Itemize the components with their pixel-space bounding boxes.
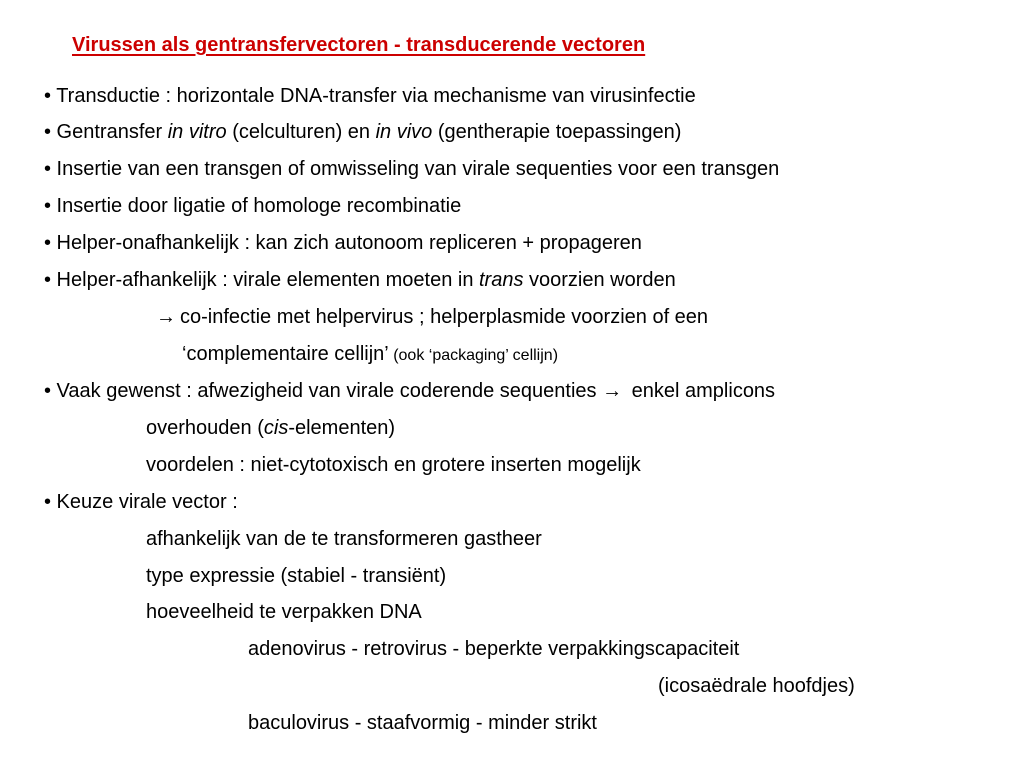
sub-type-expressie [146,564,446,588]
bullet-text: • Insertie van een transgen of omwisseling van virale sequenties voor een transgen [44,158,780,180]
bullet-transductie [44,84,696,108]
subsub-icosaedrale [658,674,855,698]
sub-voordelen [146,453,641,477]
bullet-text: • Insertie door ligatie of homologe recombinatie [44,195,462,217]
bullet-vaak-gewenst [44,379,775,403]
italic-term: in vitro [167,121,227,143]
bullet-text-part: • Gentransfer [44,121,168,143]
sub-text-part: -elementen) [288,417,396,439]
subsub-text: (icosaëdrale hoofdjes) [658,675,855,697]
sub-text: ‘complementaire cellijn’ [182,343,389,365]
arrow-right-icon: → [602,380,623,402]
bullet-keuze-virale-vector [44,490,238,514]
sub-overhouden [146,416,395,440]
bullet-text-part: (celculturen) en [226,121,376,143]
sub-text: type expressie (stabiel - transiënt) [146,565,447,587]
bullet-text-part: voorzien worden [523,269,676,291]
sub-text-part: overhouden ( [146,417,264,439]
subsub-text: adenovirus - retrovirus - beperkte verpakkingscapaciteit [248,638,740,660]
italic-term: in vivo [375,121,433,143]
bullet-text-part: • Helper-afhankelijk : virale elementen moeten in [44,269,479,291]
bullet-helper-onafhankelijk [44,231,642,255]
sub-coinfectie [156,305,708,329]
italic-term: trans [479,269,524,291]
sub-text: hoeveelheid te verpakken DNA [146,601,422,623]
bullet-text-part: • Vaak gewenst : afwezigheid van virale coderende sequenties [44,380,603,402]
sub-text: afhankelijk van de te transformeren gastheer [146,528,542,550]
bullet-text-part: (gentherapie toepassingen) [432,121,682,143]
sub-afhankelijk-gastheer [146,527,542,551]
subsub-baculovirus [248,711,597,735]
sub-complementaire-cellijn [182,342,558,368]
bullet-text: • Transductie : horizontale DNA-transfer via mechanisme van virusinfectie [44,85,696,107]
subsub-adenovirus [248,637,739,661]
sub-text: co-infectie met helpervirus ; helperplasmide voorzien of een [180,306,709,328]
bullet-gentransfer [44,120,681,144]
slide-title: Virussen als gentransfervectoren - transducerende vectoren [72,34,646,56]
sub-note: (ook ‘packaging’ cellijn) [388,347,559,364]
bullet-text: • Keuze virale vector : [44,491,238,513]
subsub-text: baculovirus - staafvormig - minder strikt [248,712,597,734]
sub-hoeveelheid-dna [146,600,422,624]
sub-text: voordelen : niet-cytotoxisch en grotere inserten mogelijk [146,454,641,476]
bullet-text: • Helper-onafhankelijk : kan zich autonoom repliceren + propageren [44,232,642,254]
bullet-insertie-ligatie [44,194,461,218]
bullet-text-part: enkel amplicons [626,380,776,402]
arrow-right-icon: → [156,306,176,328]
italic-term: cis [263,417,289,439]
bullet-insertie-transgen [44,157,779,181]
bullet-helper-afhankelijk [44,268,676,292]
